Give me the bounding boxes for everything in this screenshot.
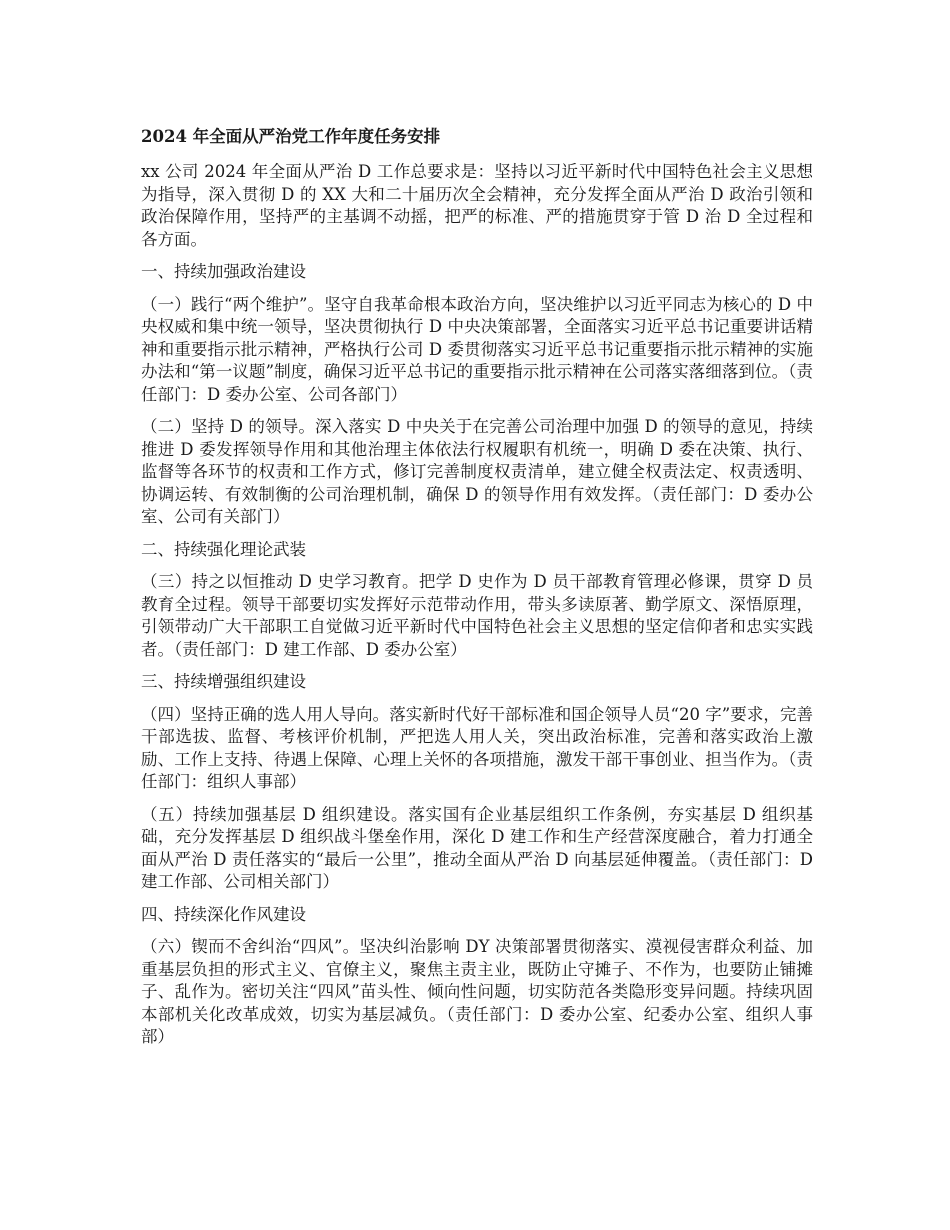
section-heading-style: 四、持续深化作风建设 [141,904,306,924]
task-paragraph-3: （三）持之以恒推动 D 史学习教育。把学 D 史作为 D 员干部教育管理必修课，贯穿 D 员教育全过程。领导干部要切实发挥好示范带动作用，带头多读原著、勤学原文、深悟原理，引领带动广大干部职工自觉做习近平新时代中国特色社会主义思想的坚定信仰者和忠实实践者。（责任部门：D 建工作部、D 委办公室） [141,572,813,659]
task-paragraph-5: （五）持续加强基层 D 组织建设。落实国有企业基层组织工作条例，夯实基层 D 组织基础，充分发挥基层 D 组织战斗堡垒作用，深化 D 建工作和生产经营深度融合，着力打通全面从严治 D 责任落实的“最后一公里”，推动全面从严治 D 向基层延伸覆盖。（责任部门：D 建工作部、公司相关部门） [141,804,813,891]
task-paragraph-1: （一）践行“两个维护”。坚守自我革命根本政治方向，坚决维护以习近平同志为核心的 D 中央权威和集中统一领导，坚决贯彻执行 D 中央决策部署，全面落实习近平总书记重要讲话精神和重要指示批示精神，严格执行公司 D 委贯彻落实习近平总书记重要指示批示精神的实施办法和“第一议题”制度，确保习近平总书记的重要指示批示精神在公司落实落细落到位。（责任部门：D 委办公室、公司各部门） [141,294,813,404]
task-paragraph-6: （六）锲而不舍纠治“四风”。坚决纠治影响 DY 决策部署贯彻落实、漠视侵害群众利益、加重基层负担的形式主义、官僚主义，聚焦主责主业，既防止守摊子、不作为，也要防止铺摊子、乱作为。密切关注“四风”苗头性、倾向性问题，切实防范各类隐形变异问题。持续巩固本部机关化改革成效，切实为基层减负。（责任部门：D 委办公室、纪委办公室、组织人事部） [141,937,813,1046]
document-page [141,125,813,1059]
section-heading-theory: 二、持续强化理论武装 [141,539,306,559]
task-paragraph-4: （四）坚持正确的选人用人导向。落实新时代好干部标准和国企领导人员“20 字”要求，完善干部选拔、监督、考核评价机制，严把选人用人关，突出政治标准，完善和落实政治上激励、工作上支持、待遇上保障、心理上关怀的各项措施，激发干部干事创业、担当作为。（责任部门：组织人事部） [141,704,813,791]
task-paragraph-2: （二）坚持 D 的领导。深入落实 D 中央关于在完善公司治理中加强 D 的领导的意见，持续推进 D 委发挥领导作用和其他治理主体依法行权履职有机统一，明确 D 委在决策、执行、监督等各环节的权责和工作方式，修订完善制度权责清单，建立健全权责法定、权责透明、协调运转、有效制衡的公司治理机制，确保 D 的领导作用有效发挥。（责任部门：D 委办公室、公司有关部门） [141,417,813,526]
section-heading-organization: 三、持续增强组织建设 [141,672,306,691]
section-heading-political: 一、持续加强政治建设 [141,262,306,281]
document-title: 2024 年全面从严治党工作年度任务安排 [141,127,441,146]
intro-paragraph: xx 公司 2024 年全面从严治 D 工作总要求是：坚持以习近平新时代中国特色社会主义思想为指导，深入贯彻 D 的 XX 大和二十届历次全会精神，充分发挥全面从严治 D 政治引领和政治保障作用，坚持严的主基调不动摇，把严的标准、严的措施贯穿于管 D 治 D 全过程和各方面。 [141,162,813,249]
